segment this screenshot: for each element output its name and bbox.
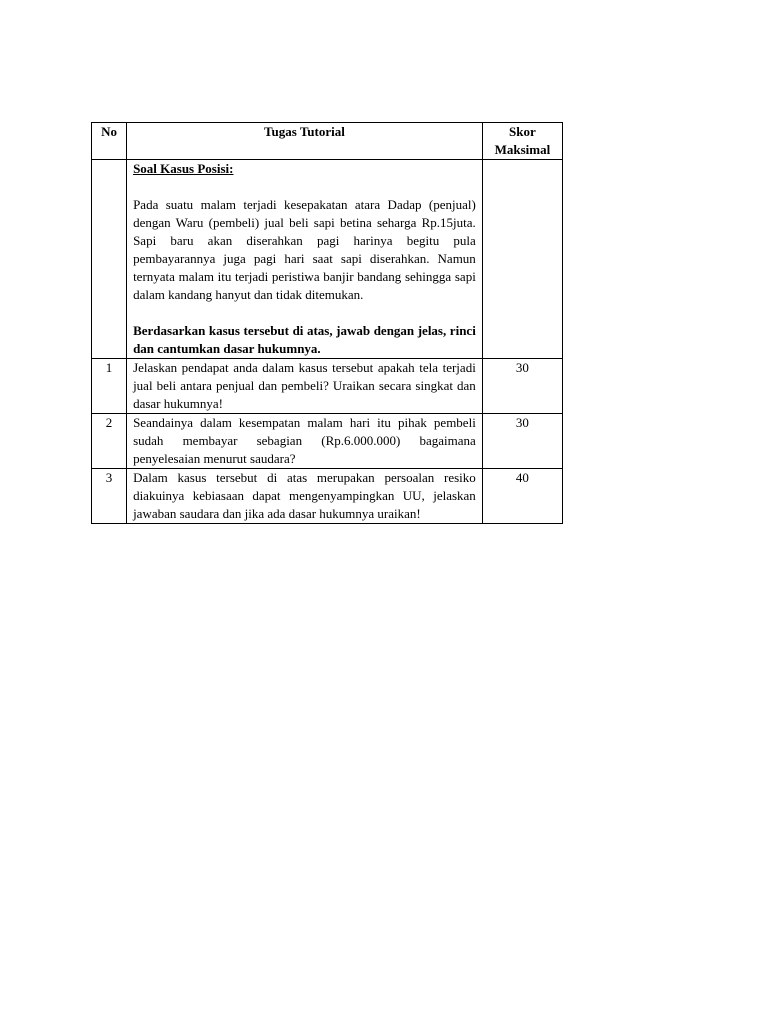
tutorial-table <box>91 122 563 524</box>
row-task: Jelaskan pendapat anda dalam kasus tersebut apakah tela terjadi jual beli antara penjual dan pembeli? Uraikan secara singkat dan dasar hukumnya! <box>127 359 483 414</box>
case-task-cell <box>127 160 483 359</box>
row-no: 3 <box>92 469 127 524</box>
case-body: Pada suatu malam terjadi kesepakatan atara Dadap (penjual) dengan Waru (pembeli) jual beli sapi betina seharga Rp.15juta. Sapi baru akan diserahkan pagi harinya begitu pula pembayarannya juga pagi hari saat sapi diserahkan. Namun ternyata malam itu terjadi peristiwa banjir bandang sehingga sapi dalam kandang hanyut dan tidak ditemukan. <box>133 197 476 302</box>
table-row <box>92 359 563 414</box>
table-row <box>92 414 563 469</box>
row-no: 2 <box>92 414 127 469</box>
case-instruction: Berdasarkan kasus tersebut di atas, jawab dengan jelas, rinci dan cantumkan dasar hukumnya. <box>133 323 476 356</box>
row-score: 30 <box>482 359 562 414</box>
row-score: 40 <box>482 469 562 524</box>
case-row <box>92 160 563 359</box>
case-score-cell <box>482 160 562 359</box>
header-score <box>482 123 562 160</box>
header-task: Tugas Tutorial <box>127 123 483 160</box>
header-no: No <box>92 123 127 160</box>
header-score-line1: Skor <box>509 124 536 139</box>
table-row <box>92 469 563 524</box>
row-task: Dalam kasus tersebut di atas merupakan persoalan resiko diakuinya kebiasaan dapat mengenyampingkan UU, jelaskan jawaban saudara dan jika ada dasar hukumnya uraikan! <box>127 469 483 524</box>
header-score-line2: Maksimal <box>494 142 551 157</box>
table-header-row <box>92 123 563 160</box>
row-no: 1 <box>92 359 127 414</box>
row-task: Seandainya dalam kesempatan malam hari itu pihak pembeli sudah membayar sebagian (Rp.6.000.000) bagaimana penyelesaian menurut saudara? <box>127 414 483 469</box>
row-score: 30 <box>482 414 562 469</box>
case-no-cell <box>92 160 127 359</box>
case-title: Soal Kasus Posisi: <box>133 161 234 176</box>
